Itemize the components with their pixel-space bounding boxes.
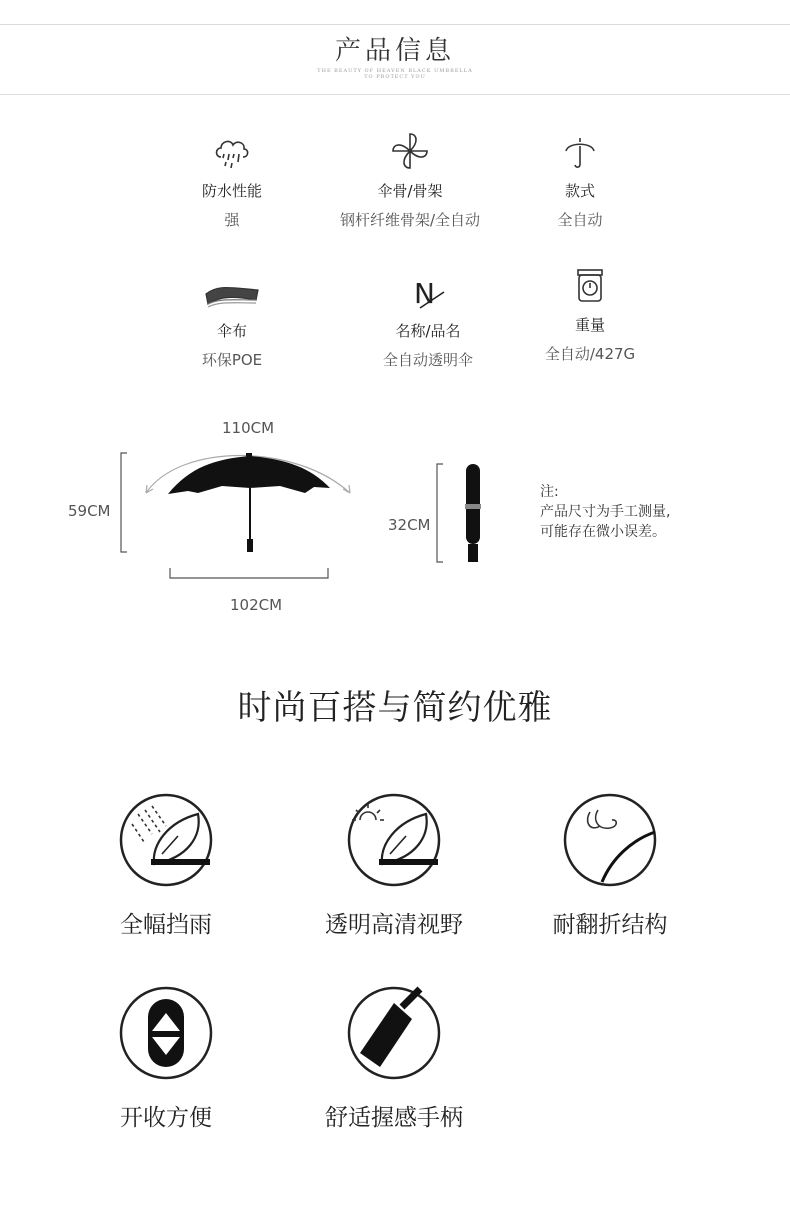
spec-style [470, 128, 690, 230]
open-height-label: 59CM [68, 502, 111, 520]
open-close-arrows-icon [118, 985, 214, 1081]
note-line-2: 可能存在微小误差。 [540, 524, 666, 540]
spec-value: 全自动 [557, 211, 603, 229]
header-top-divider [0, 24, 790, 25]
feature-label: 耐翻折结构 [552, 912, 668, 938]
feature-easy-open-close [66, 985, 266, 1132]
rain-shield-icon [118, 792, 214, 888]
umbrella-icon [470, 128, 690, 172]
feature-wind-resistant [510, 792, 710, 939]
feature-label: 开收方便 [120, 1105, 212, 1131]
spec-label: 伞骨/骨架 [377, 182, 443, 200]
feature-label: 透明高清视野 [325, 912, 463, 938]
measurement-note [540, 482, 670, 542]
feature-full-rain-cover [66, 792, 266, 939]
feature-clear-view [294, 792, 494, 939]
spec-label: 重量 [574, 316, 605, 334]
note-title: 注: [540, 484, 559, 500]
arc-length-label: 110CM [222, 419, 275, 437]
slogan-heading: 时尚百搭与简约优雅 [237, 688, 553, 728]
feature-label: 全幅挡雨 [120, 912, 212, 938]
spec-value: 全自动透明伞 [382, 351, 473, 369]
open-width-label: 102CM [230, 596, 283, 614]
page-title: 产品信息 [334, 36, 455, 66]
svg-text:N: N [414, 277, 435, 310]
open-umbrella-diagram [110, 425, 370, 585]
fabric-icon [122, 268, 342, 312]
page-subtitle [0, 68, 790, 80]
spec-value: 全自动/427G [544, 345, 636, 363]
spec-value: 钢杆纤维骨架/全自动 [339, 211, 481, 229]
spec-label: 名称/品名 [395, 322, 461, 340]
feature-label: 舒适握感手柄 [325, 1105, 463, 1131]
spec-label: 防水性能 [201, 182, 262, 200]
feature-comfort-handle [294, 985, 494, 1132]
wind-resistant-icon [562, 792, 658, 888]
closed-umbrella-diagram [432, 460, 492, 568]
header-bottom-divider [0, 94, 790, 95]
subtitle-line-2: TO PROTECT YOU [364, 74, 426, 80]
closed-height-label: 32CM [388, 516, 431, 534]
spec-weight [480, 262, 700, 364]
note-line-1: 产品尺寸为手工测量, [540, 504, 671, 520]
spec-value: 强 [224, 211, 240, 229]
spec-label: 伞布 [216, 322, 247, 340]
spec-label: 款式 [564, 182, 595, 200]
subtitle-line-1: THE BEAUTY OF HEAVEN BLACK UMBRELLA [317, 68, 473, 74]
spec-fabric [122, 268, 342, 370]
spec-value: 环保POE [201, 351, 263, 369]
handle-icon [346, 985, 442, 1081]
scale-icon [480, 262, 700, 306]
sun-clear-view-icon [346, 792, 442, 888]
